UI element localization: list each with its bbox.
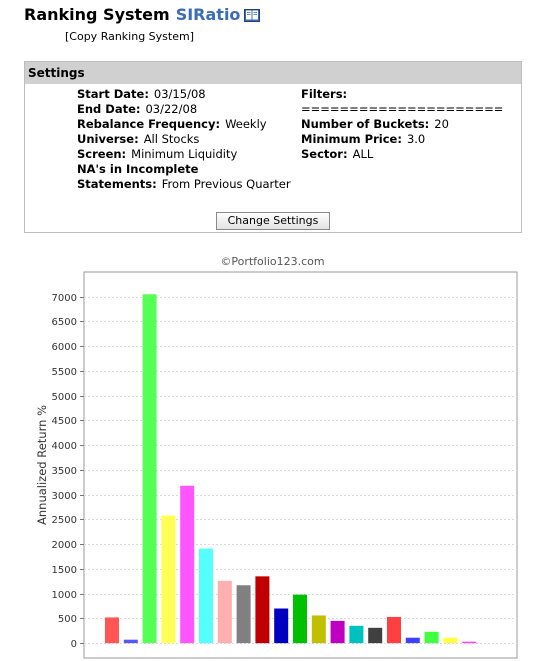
bar-bucket-6 <box>199 549 213 644</box>
y-axis-label: Annualized Return % <box>35 405 49 525</box>
y-tick-label: 6500 <box>51 317 77 328</box>
y-tick-label: 1500 <box>51 565 77 576</box>
bar-bucket-7 <box>218 581 232 643</box>
y-tick-label: 2500 <box>51 515 77 526</box>
universe-value: All Stocks <box>143 132 200 146</box>
bar-bucket-8 <box>237 585 251 643</box>
bar-bucket-20 <box>462 642 476 643</box>
bar-bucket-4 <box>161 515 175 643</box>
bar-bucket-18 <box>425 632 439 643</box>
bar-bucket-12 <box>312 615 326 643</box>
y-tick-label: 500 <box>57 614 77 625</box>
y-tick-label: 4000 <box>51 441 77 452</box>
ranking-system-name-link[interactable]: SIRatio <box>175 5 241 24</box>
y-tick-label: 4500 <box>51 416 77 427</box>
settings-header: Settings <box>25 62 521 84</box>
universe-label: Universe: <box>77 132 139 146</box>
nas-label: NA's in Incomplete <box>77 162 199 176</box>
rebalance-frequency-value: Weekly <box>225 117 267 131</box>
bar-bucket-19 <box>443 638 457 643</box>
y-tick-label: 5500 <box>51 367 77 378</box>
y-tick-label: 6000 <box>51 342 77 353</box>
y-tick-label: 5000 <box>51 392 77 403</box>
bar-bucket-10 <box>274 609 288 644</box>
bar-bucket-13 <box>331 621 345 643</box>
rebalance-frequency-label: Rebalance Frequency: <box>77 117 221 131</box>
change-settings-button[interactable]: Change Settings <box>216 212 330 230</box>
bar-bucket-5 <box>180 486 194 643</box>
chart-watermark: ©Portfolio123.com <box>220 255 325 268</box>
bar-bucket-16 <box>387 617 401 643</box>
number-of-buckets-value: 20 <box>434 117 449 131</box>
y-tick-label: 3000 <box>51 491 77 502</box>
y-tick-label: 7000 <box>51 293 77 304</box>
bar-bucket-17 <box>406 638 420 643</box>
title-prefix: Ranking System <box>24 5 170 24</box>
minimum-price-value: 3.0 <box>406 132 426 146</box>
screen-value: Minimum Liquidity <box>131 147 238 161</box>
minimum-price-label: Minimum Price: <box>301 132 402 146</box>
filters-divider-text: ===================== <box>301 102 504 116</box>
y-tick-label: 1000 <box>51 590 77 601</box>
number-of-buckets-label: Number of Buckets: <box>301 117 430 131</box>
bar-bucket-14 <box>349 626 363 643</box>
bar-bucket-15 <box>368 628 382 643</box>
y-tick-label: 3500 <box>51 466 77 477</box>
statements-value: From Previous Quarter <box>161 177 291 191</box>
filters-label: Filters: <box>301 87 348 101</box>
y-tick-label: 2000 <box>51 540 77 551</box>
end-date-label: End Date: <box>77 102 141 116</box>
screen-label: Screen: <box>77 147 127 161</box>
start-date-label: Start Date: <box>77 87 149 101</box>
statements-label: Statements: <box>77 177 157 191</box>
bar-bucket-9 <box>255 576 269 643</box>
sector-label: Sector: <box>301 147 348 161</box>
bar-bucket-2 <box>124 640 138 643</box>
bar-bucket-11 <box>293 595 307 643</box>
end-date-value: 03/22/08 <box>145 102 198 116</box>
y-tick-label: 0 <box>70 639 77 650</box>
start-date-value: 03/15/08 <box>153 87 206 101</box>
sector-value: ALL <box>352 147 374 161</box>
copy-ranking-system-link[interactable]: [Copy Ranking System] <box>65 30 194 43</box>
bar-bucket-1 <box>105 617 119 643</box>
bar-bucket-3 <box>143 294 157 643</box>
